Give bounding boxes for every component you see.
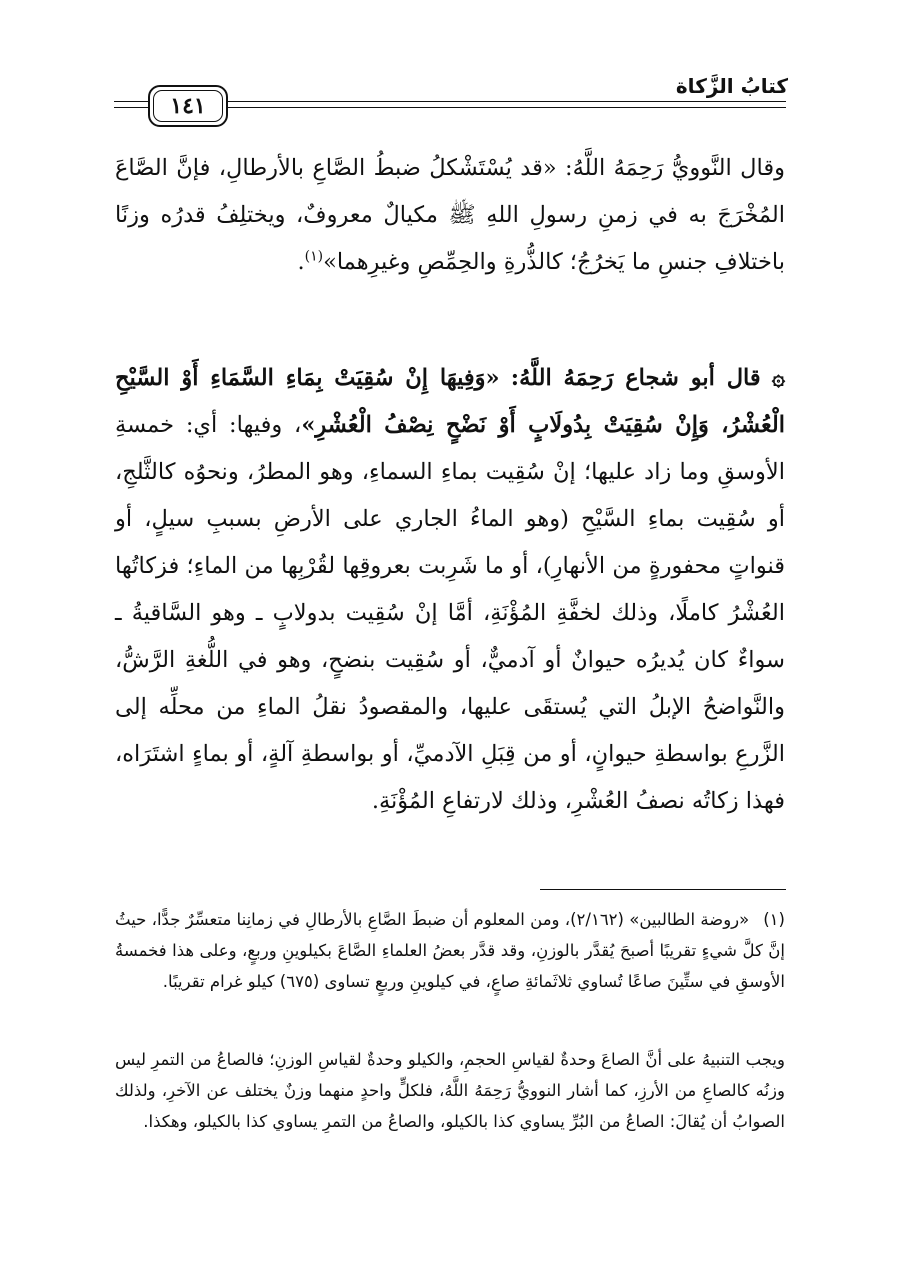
footnote-1-continued	[115, 1044, 785, 1137]
paragraph-end: .	[297, 249, 305, 275]
section-mark: ۞	[771, 365, 786, 391]
footnote-ref: (١)	[304, 248, 324, 265]
page-number: ١٤١	[153, 90, 223, 122]
matn-quote: «وَفِيهَا إِنْ سُقِيَتْ بِمَاءِ السَّمَاءِ أَوْ السَّيْحِ الْعُشْرُ، وَإِنْ سُقِيَتْ بِدُولَابٍ أَوْ نَضْحٍ نِصْفُ الْعُشْرِ»	[115, 365, 785, 438]
commentary-text: ، وفيها: أي: خمسةِ الأوسقِ وما زاد عليها؛ إنْ سُقِيت بماءِ السماءِ، وهو المطرُ، ونحوُه كالثَّلجِ، أو سُقِيت بماءِ السَّيْحِ (وهو الماءُ الجاري على الأرضِ بسببِ سيلٍ، أو قنواتٍ محفورةٍ من الأنهارِ)، أو ما شَرِبت بعروقِها لقُرْبِها من الماءِ؛ فزكاتُها العُشْرُ كاملًا، وذلك لخفَّةِ المُؤْنَةِ، أمَّا إنْ سُقِيت بدولابٍ ـ وهو السَّاقيةُ ـ سواءٌ كان يُديرُه حيوانٌ أو آدميٌّ، أو سُقِيت بنضحٍ، وهو في اللُّغةِ الرَّشُّ، والنَّواضحُ الإبلُ التي يُستقَى عليها، والمقصودُ نقلُ الماءِ من محلِّه إلى الزَّرعِ بواسطةِ حيوانٍ، أو من قِبَلِ الآدميِّ، أو بواسطةِ آلةٍ، أو بماءٍ اشتَرَاه، فهذا زكاتُه نصفُ العُشْرِ، وذلك لارتفاعِ المُؤْنَةِ.	[115, 412, 785, 814]
footnote-1	[115, 904, 785, 997]
paragraph-matn-commentary	[115, 355, 785, 825]
footnote-text: «روضة الطالبين» (٢/١٦٢)، ومن المعلوم أن ضبطَ الصَّاعِ بالأرطالِ في زمانِنا متعسِّرٌ جدًّا، حيثُ إنَّ كلَّ شيءٍ تقريبًا أصبحَ يُقدَّر بالوزنِ، وقد قدَّر بعضُ العلماءِ الصَّاعَ بكيلوينِ وربعٍ، وعلى هذا فخمسةُ الأوسقِ في ستِّينَ صاعًا تُساوي ثلاثَمائةِ صاعٍ، في كيلوينِ وربعٍ تساوى (٦٧٥) كيلو غرام تقريبًا.	[115, 910, 785, 991]
footnote-number: (١)	[763, 910, 785, 929]
footnote-text-continued: ويجب التنبيهُ على أنَّ الصاعَ وحدةٌ لقياسِ الحجمِ، والكيلو وحدةٌ لقياسِ الوزنِ؛ فالصاعُ من التمرِ ليس وزنُه كالصاعِ من الأرزِ، كما أشار النوويُّ رَحِمَهُ اللَّهُ، فلكلٍّ واحدٍ منهما وزنٌ يختلف عن الآخرِ، ولذلك الصوابُ أن يُقالَ: الصاعُ من البُرِّ يساوي كذا بالكيلو، والصاعُ من التمرِ يساوي كذا بالكيلو، وهكذا.	[115, 1050, 785, 1131]
paragraph-nawawi-quote	[115, 145, 785, 286]
page-number-box	[148, 85, 228, 127]
paragraph-text: وقال النَّوويُّ رَحِمَهُ اللَّهُ: «قد يُسْتَشْكلُ ضبطُ الصَّاعِ بالأرطالِ، فإنَّ الصَّاعَ المُخْرَجَ به في زمنِ رسولِ اللهِ ﷺ مكيالٌ معروفٌ، ويختلِفُ قدرُه وزنًا باختلافِ جنسِ ما يَخرُجُ؛ كالذُّرةِ والحِمِّصِ وغيرِهما»	[115, 155, 785, 275]
matn-author: قال أبو شجاع رَحِمَهُ اللَّهُ:	[510, 365, 761, 391]
footnote-separator	[540, 889, 786, 890]
running-header-title: كتابُ الزَّكاة	[675, 74, 788, 98]
